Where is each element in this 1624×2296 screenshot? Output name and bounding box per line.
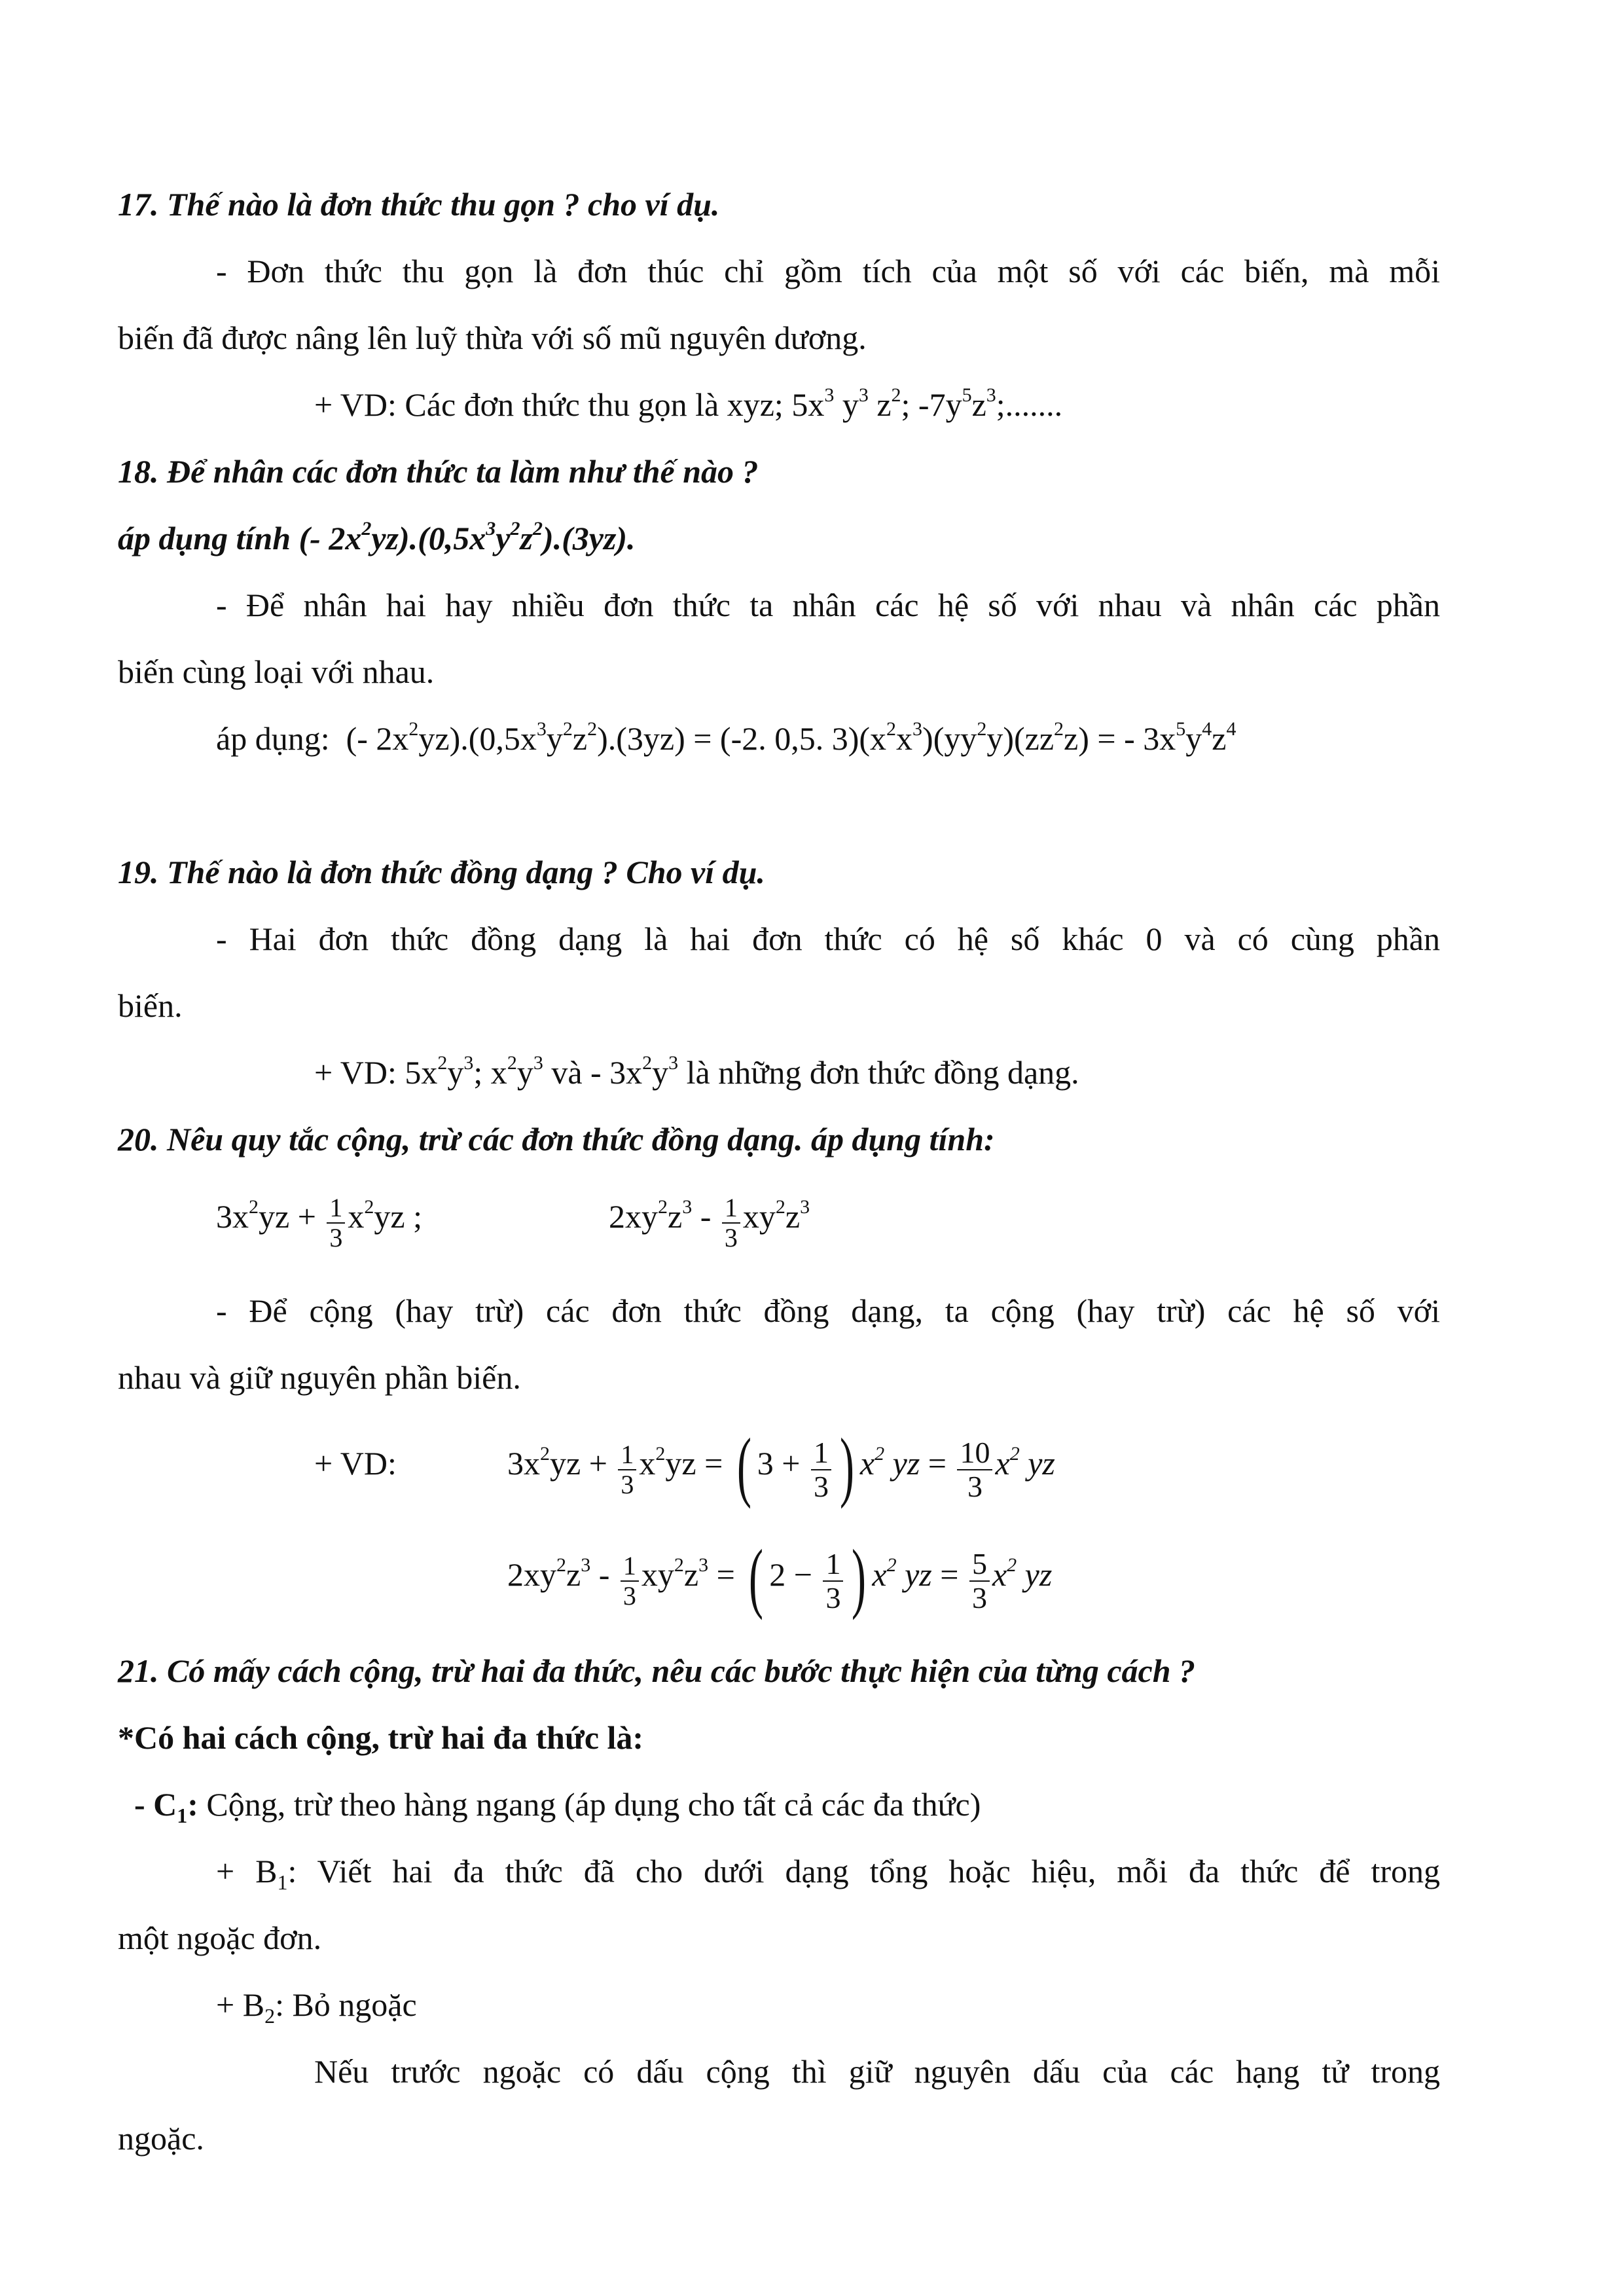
q17-title: 17. Thế nào là đơn thức thu gọn ? cho ví dụ.: [118, 186, 720, 223]
q20-solution-2: $2xy^2z^3$ - $\frac{1}{3}$ $xy^2z^3$ = ( 2 − $\frac{1}{3}$ ) $x^2$ yz = $\frac{5}{3}$ $x^2$ yz: [507, 1533, 1053, 1620]
fraction-five-thirds: $\frac{5}{3}$: [969, 1548, 990, 1614]
q21-step-1-line1: + $B_1$: Viết hai đa thức đã cho dưới dạng tổng hoặc hiệu, mỗi đa thức để trong: [216, 1853, 1440, 1894]
q21-step-1-line2: một ngoặc đơn.: [118, 1920, 322, 1956]
q21-method-1: - $C_1$: Cộng, trừ theo hàng ngang (áp dụng cho tất cả các đa thức): [134, 1786, 981, 1827]
fraction-one-third: $\frac{1}{3}$: [823, 1548, 843, 1614]
q17-text-line2: biến đã được nâng lên luỹ thừa với số mũ nguyên dương.: [118, 319, 867, 356]
q20-exercise-2: $2xy^2z^3$ - $\frac{1}{3}$ $xy^2z^3$: [609, 1192, 810, 1252]
q18-subtitle: áp dụng tính (- $2x^2yz).(0,5x^3y^2z^2).(3yz)$.: [118, 518, 636, 556]
q19-example: + VD: $5x^2y^3$; $x^2y^3$ và - $3x^2y^3$ là những đơn thức đồng dạng.: [314, 1052, 1079, 1091]
q18-apply: áp dụng: (- $2x^2yz).(0,5x^3y^2z^2).(3yz) = (-2$. 0,5. $3)(x^2x^3)(yy^2y)(zz^2z)$ = - $3x^5y^4z^4$: [216, 718, 1236, 757]
q17-example: + VD: Các đơn thức thu gọn là xyz; $5x^3$ $y^3$ $z^2$; $-7y^5z^3$;.......: [314, 384, 1063, 423]
q18-text-line1: - Để nhân hai hay nhiều đơn thức ta nhân các hệ số với nhau và nhân các phần: [216, 587, 1440, 623]
q20-text-line1: - Để cộng (hay trừ) các đơn thức đồng dạng, ta cộng (hay trừ) các hệ số với: [216, 1292, 1440, 1329]
fraction-one-third: $\frac{1}{3}$: [618, 1440, 636, 1499]
q17-text-line1: - Đơn thức thu gọn là đơn thúc chỉ gồm tích của một số với các biến, mà mỗi: [216, 253, 1440, 289]
q19-text-line2: biến.: [118, 987, 183, 1024]
q21-title: 21. Có mấy cách cộng, trừ hai đa thức, nêu các bước thực hiện của từng cách ?: [118, 1652, 1196, 1689]
fraction-one-third: $\frac{1}{3}$: [327, 1194, 345, 1252]
q20-text-line2: nhau và giữ nguyên phần biến.: [118, 1359, 521, 1396]
q21-rule-line1: Nếu trước ngoặc có dấu cộng thì giữ nguyên dấu của các hạng tử trong: [314, 2053, 1440, 2090]
q20-vd-label: + VD:: [314, 1445, 397, 1482]
fraction-one-third: $\frac{1}{3}$: [811, 1436, 831, 1503]
fraction-one-third: $\frac{1}{3}$: [722, 1194, 740, 1252]
q21-step-2: + $B_2$: Bỏ ngoặc: [216, 1986, 417, 2028]
q18-title: 18. Để nhân các đơn thức ta làm như thế nào ?: [118, 453, 759, 490]
q20-exercise-1: $3x^2yz$ + $\frac{1}{3}$ $x^2yz$ ;: [216, 1192, 422, 1252]
q19-text-line1: - Hai đơn thức đồng dạng là hai đơn thức có hệ số khác 0 và có cùng phần: [216, 920, 1440, 957]
q20-title: 20. Nêu quy tắc cộng, trừ các đơn thức đồng dạng. áp dụng tính:: [118, 1121, 995, 1157]
q21-rule-line2: ngoặc.: [118, 2120, 204, 2157]
fraction-ten-thirds: $\frac{10}{3}$: [957, 1436, 992, 1503]
q18-text-line2: biến cùng loại với nhau.: [118, 653, 435, 690]
fraction-one-third: $\frac{1}{3}$: [621, 1552, 639, 1611]
q19-title: 19. Thế nào là đơn thức đồng dạng ? Cho ví dụ.: [118, 854, 765, 890]
q20-solution-1: $3x^2yz$ + $\frac{1}{3}$ $x^2yz$ = ( 3 + $\frac{1}{3}$ ) $x^2$ yz = $\frac{10}{3}$ $x^2$ yz: [507, 1421, 1055, 1509]
q21-subtitle: *Có hai cách cộng, trừ hai đa thức là:: [118, 1719, 644, 1756]
